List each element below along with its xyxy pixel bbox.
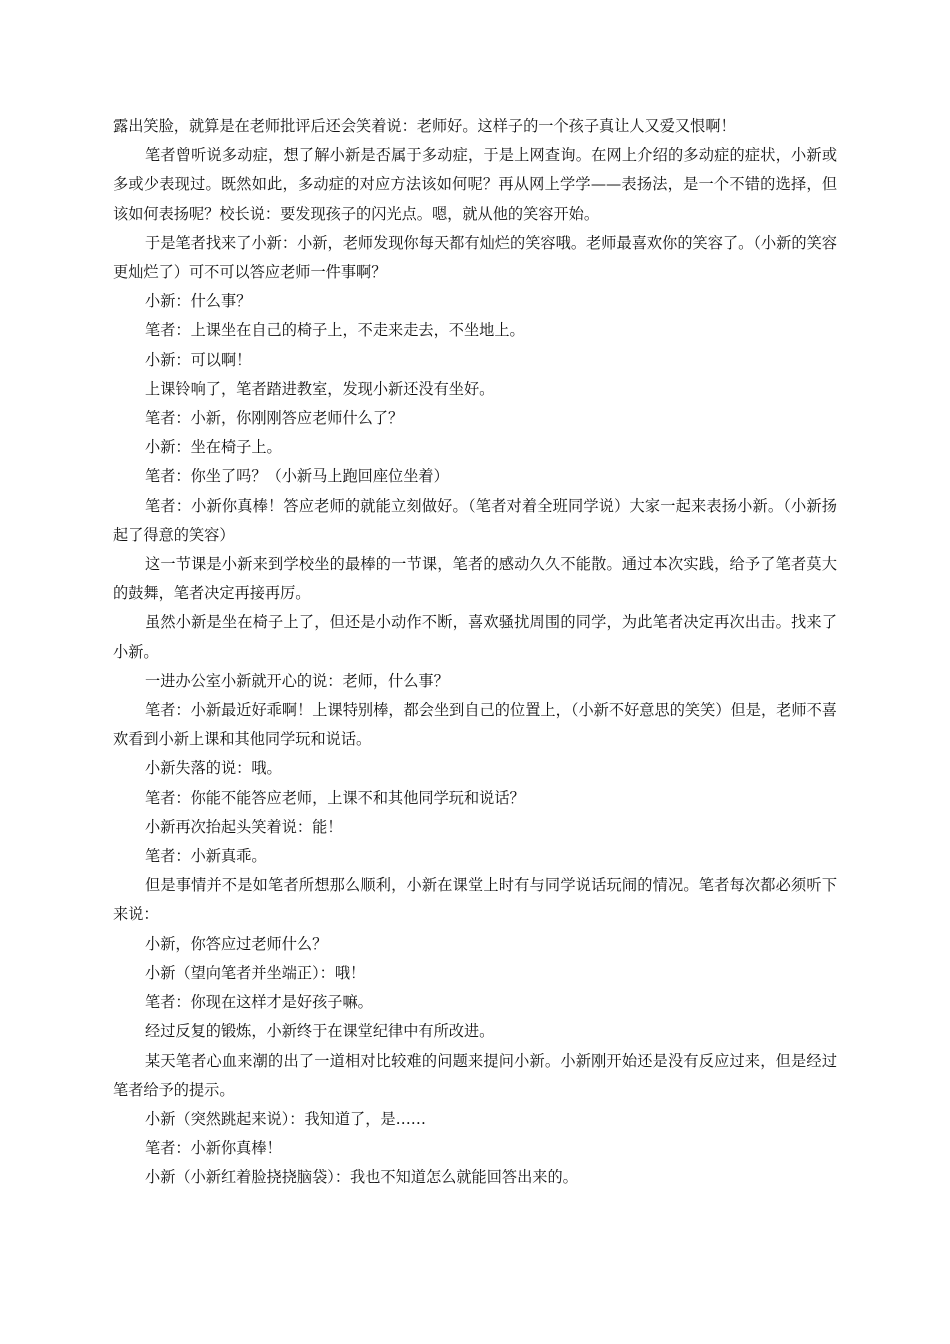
paragraph: 小新：可以啊！ xyxy=(145,350,252,369)
paragraph: 于是笔者找来了小新：小新，老师发现你每天都有灿烂的笑容哦。老师最喜欢你的笑容了。（小新的笑容更灿烂了）可不可以答应老师一件事啊？ xyxy=(113,233,837,282)
paragraph: 经过反复的锻炼，小新终于在课堂纪律中有所改进。 xyxy=(145,1022,495,1041)
paragraph: 笔者：你坐了吗？（小新马上跑回座位坐着） xyxy=(145,467,449,486)
paragraph: 小新失落的说：哦。 xyxy=(145,759,282,778)
paragraph: 上课铃响了，笔者踏进教室，发现小新还没有坐好。 xyxy=(145,379,495,398)
document-body xyxy=(113,112,837,1193)
paragraph: 小新，你答应过老师什么？ xyxy=(145,934,328,953)
paragraph: 小新（小新红着脸挠挠脑袋）：我也不知道怎么就能回答出来的。 xyxy=(145,1168,578,1187)
paragraph: 露出笑脸，就算是在老师批评后还会笑着说：老师好。这样子的一个孩子真让人又爱又恨啊！ xyxy=(113,117,736,135)
paragraph: 虽然小新是坐在椅子上了，但还是小动作不断，喜欢骚扰周围的同学，为此笔者决定再次出击。找来了小新。 xyxy=(113,613,837,661)
document-page xyxy=(113,112,837,1193)
paragraph: 笔者：小新你真棒！ xyxy=(145,1139,282,1158)
paragraph: 笔者：小新真乖。 xyxy=(145,847,267,866)
paragraph: 小新：什么事？ xyxy=(145,292,252,311)
paragraph: 小新（突然跳起来说）：我知道了，是…… xyxy=(145,1109,426,1128)
paragraph: 笔者：上课坐在自己的椅子上，不走来走去，不坐地上。 xyxy=(145,321,525,340)
paragraph: 某天笔者心血来潮的出了一道相对比较难的问题来提问小新。小新刚开始还是没有反应过来，但是经过笔者给予的提示。 xyxy=(113,1051,837,1099)
paragraph: 一进办公室小新就开心的说：老师，什么事？ xyxy=(145,671,449,690)
paragraph: 笔者：你现在这样才是好孩子嘛。 xyxy=(145,993,373,1012)
paragraph: 笔者：小新最近好乖啊！上课特别棒，都会坐到自己的位置上，（小新不好意思的笑笑）但是，老师不喜欢看到小新上课和其他同学玩和说话。 xyxy=(113,701,837,749)
paragraph: 小新：坐在椅子上。 xyxy=(145,438,282,457)
paragraph: 笔者：小新，你刚刚答应老师什么了？ xyxy=(145,409,404,428)
paragraph: 笔者曾听说多动症，想了解小新是否属于多动症，于是上网查询。在网上介绍的多动症的症状，小新或多或少表现过。既然如此，多动症的对应方法该如何呢？再从网上学学——表扬法，是一个不错的选择，但该如何表扬呢？校长说：要发现孩子的闪光点。嗯，就从他的笑容开始。 xyxy=(113,146,837,223)
paragraph: 这一节课是小新来到学校坐的最棒的一节课，笔者的感动久久不能散。通过本次实践，给予了笔者莫大的鼓舞，笔者决定再接再厉。 xyxy=(113,555,837,603)
paragraph: 笔者：小新你真棒！答应老师的就能立刻做好。（笔者对着全班同学说）大家一起来表扬小新。（小新扬起了得意的笑容） xyxy=(113,496,837,544)
paragraph: 笔者：你能不能答应老师，上课不和其他同学玩和说话？ xyxy=(145,788,525,807)
paragraph: 小新（望向笔者并坐端正）：哦！ xyxy=(145,963,366,982)
paragraph: 但是事情并不是如笔者所想那么顺利，小新在课堂上时有与同学说话玩闹的情况。笔者每次都必须听下来说： xyxy=(113,876,837,924)
paragraph: 小新再次抬起头笑着说：能！ xyxy=(145,817,343,836)
